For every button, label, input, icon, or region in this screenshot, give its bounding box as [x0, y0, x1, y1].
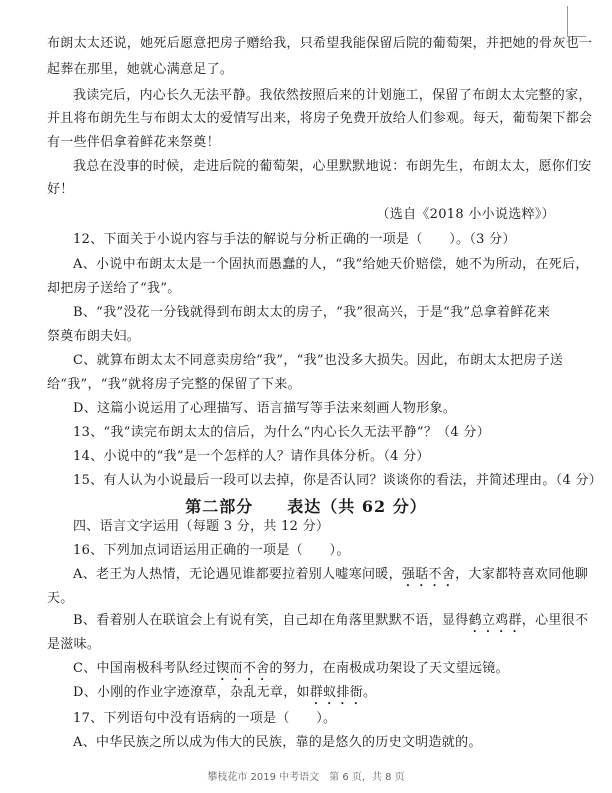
page-footer: 攀枝花市 2019 中考语文 第 6 页，共 8 页: [207, 772, 405, 783]
q12-option-c: C、就算布朗太太不同意卖房给“我”，“我”也没多大损失。因此，布朗太太把房子送: [73, 353, 564, 368]
q16c-text-end: 的努力，在南极成功架设了天文望远镜。: [269, 661, 509, 676]
q16d-text-end: 。: [363, 685, 377, 700]
q16b-text: B、看着别人在联谊会上有说有笑，自己却在角落里默默不语，显得: [73, 613, 469, 628]
q16d-text: D、小刚的作业字迹潦草，杂乱无章，如: [73, 685, 310, 700]
q16-option-c: [73, 660, 565, 684]
section-title: 第二部分 表达（共 62 分）: [185, 497, 427, 516]
story-line-2: 起葬在那里，她就心满意足了。: [47, 62, 234, 77]
story-line-1: 布朗太太还说，她死后愿意把房子赠给我，只希望我能保留后院的葡萄架，并把她的骨灰也一: [47, 36, 593, 51]
question-17: 17、下列语句中没有语病的一项是（ ）。: [73, 711, 337, 726]
question-14: 14、小说中的“我”是一个怎样的人？请作具体分析。（4 分）: [73, 449, 430, 464]
q16-option-a: [73, 566, 589, 590]
q16-option-b: [73, 612, 589, 636]
q16b-text-end: ，心里很不: [521, 613, 589, 628]
story-line-3: 我读完后，内心长久无法平静。我依然按照后来的计划施工，保留了布朗太太完整的家，: [73, 88, 592, 103]
story-line-4: 并且将布朗先生与布朗太太的爱情写出来，将房子免费开放给人们参观。每天，葡萄架下都会: [47, 111, 593, 126]
q16c-dotted-term: 锲而不舍: [216, 661, 270, 676]
q16d-dotted-term: 群蚁排衙: [309, 685, 364, 700]
story-line-6: 我总在没事的时候，走进后院的葡萄架，心里默默地说：布朗先生，布朗太太，愿你们安: [73, 159, 592, 174]
q16a-text-end: ，大家都特喜欢同他聊: [455, 567, 589, 582]
q12-option-a: A、小说中布朗太太是一个固执而愚蠢的人，“我”给她天价赔偿，她不为所动，在死后，: [73, 257, 589, 272]
q16-option-a-cont: 天。: [47, 591, 74, 606]
q16c-text: C、中国南极科考队经过: [73, 661, 217, 676]
question-12: 12、下面关于小说内容与手法的解说与分析正确的一项是（ ）。（3 分）: [73, 232, 516, 247]
page-corner-mark: [567, 6, 586, 37]
q12-option-a-cont: 却把房子送给了“我”。: [47, 281, 181, 296]
story-line-7: 好！: [47, 182, 74, 197]
q12-option-b: B、“我”没花一分钱就得到布朗太太的房子，“我”很高兴，于是“我”总拿着鲜花来: [73, 305, 551, 320]
source-citation: （选自《2018 小小说选粹》）: [376, 207, 555, 222]
q12-option-b-cont: 祭奠布朗夫妇。: [47, 329, 141, 344]
question-13: 13、“我”读完布朗太太的信后，为什么“内心长久无法平静”？（4 分）: [73, 425, 491, 440]
q12-option-d: D、这篇小说运用了心理描写、语言描写等手法来刻画人物形象。: [73, 401, 457, 416]
question-15: 15、有人认为小说最后一段可以去掉，你是否认同？谈谈你的看法，并简述理由。（4 分）: [73, 473, 603, 488]
q16-option-d: [73, 684, 565, 708]
q12-option-c-cont: 给“我”，“我”就将房子完整的保留了下来。: [47, 377, 301, 392]
part4-heading: 四、语言文字运用（每题 3 分，共 12 分）: [73, 519, 330, 534]
q16a-dotted-term: 强聒不舍: [401, 567, 456, 582]
question-16: 16、下列加点词语运用正确的一项是（ ）。: [73, 543, 350, 558]
q16-option-b-cont: 是滋味。: [47, 637, 101, 652]
story-line-5: 有一些伴侣拿着鲜花来祭奠！: [47, 135, 220, 150]
q16a-text: A、老王为人热情，无论遇见谁都要拉着别人嘘寒问暖，: [73, 567, 402, 582]
q16b-dotted-term: 鹤立鸡群: [468, 613, 522, 628]
q17-option-a: A、中华民族之所以成为伟大的民族，靠的是悠久的历史文明造就的。: [73, 735, 482, 750]
